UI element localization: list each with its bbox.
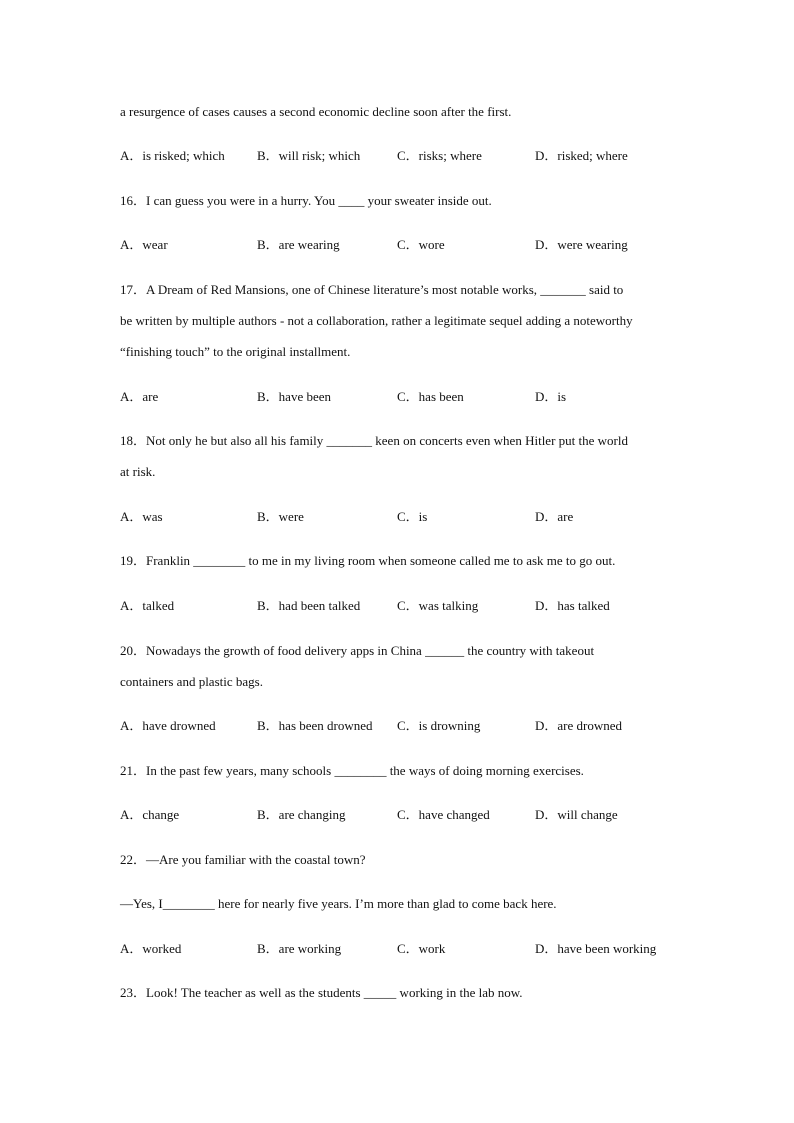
option-d: D．has talked <box>535 598 610 613</box>
option-b: B．has been drowned <box>257 718 373 733</box>
option-a: A．talked <box>120 598 175 613</box>
option-c: C．wore <box>397 237 445 252</box>
option-b: B．are working <box>257 941 342 956</box>
question-17-stem-line-3: “finishing touch” to the original installment. <box>120 344 351 359</box>
option-a: A．was <box>120 509 163 524</box>
question-20-options <box>120 718 720 734</box>
option-c: C．was talking <box>397 598 479 613</box>
option-d: D．will change <box>535 807 618 822</box>
question-17-stem-line-2: be written by multiple authors - not a collaboration, rather a legitimate sequel adding a noteworthy <box>120 313 633 328</box>
question-20-stem-line-2: containers and plastic bags. <box>120 674 263 689</box>
question-16-options <box>120 237 720 253</box>
question-20-stem-line-1: 20．Nowadays the growth of food delivery apps in China ______ the country with takeout <box>120 643 595 658</box>
question-17-stem-line-1: 17．A Dream of Red Mansions, one of Chinese literature’s most notable works, _______ said to <box>120 282 624 297</box>
option-d: D．risked; where <box>535 148 628 163</box>
question-19-stem: 19．Franklin ________ to me in my living room when someone called me to ask me to go out. <box>120 553 616 568</box>
option-d: D．were wearing <box>535 237 628 252</box>
option-c: C．has been <box>397 389 464 404</box>
question-18-stem-line-2: at risk. <box>120 464 156 479</box>
option-a: A．change <box>120 807 180 822</box>
question-18-options <box>120 509 720 525</box>
option-d: D．are <box>535 509 574 524</box>
option-c: C．work <box>397 941 446 956</box>
option-d: D．are drowned <box>535 718 622 733</box>
question-22-stem-line-1: 22．—Are you familiar with the coastal town? <box>120 852 366 867</box>
question-22-options <box>120 941 720 957</box>
option-a: A．have drowned <box>120 718 216 733</box>
question-18-stem-line-1: 18．Not only he but also all his family _______ keen on concerts even when Hitler put the world <box>120 433 628 448</box>
question-23-stem: 23．Look! The teacher as well as the students _____ working in the lab now. <box>120 985 523 1000</box>
question-17-options <box>120 389 720 405</box>
option-c: C．is drowning <box>397 718 481 733</box>
question-22-stem-line-2: —Yes, I________ here for nearly five years. I’m more than glad to come back here. <box>120 896 557 911</box>
question-15-options <box>120 148 720 164</box>
option-a: A．wear <box>120 237 168 252</box>
question-19-options <box>120 598 720 614</box>
option-b: B．will risk; which <box>257 148 361 163</box>
option-c: C．risks; where <box>397 148 482 163</box>
question-21-stem: 21．In the past few years, many schools ________ the ways of doing morning exercises. <box>120 763 584 778</box>
option-b: B．were <box>257 509 304 524</box>
option-a: A．worked <box>120 941 182 956</box>
question-15-stem-continuation: a resurgence of cases causes a second economic decline soon after the first. <box>120 104 512 119</box>
option-a: A．is risked; which <box>120 148 225 163</box>
option-c: C．is <box>397 509 428 524</box>
option-b: B．had been talked <box>257 598 361 613</box>
option-d: D．is <box>535 389 567 404</box>
option-d: D．have been working <box>535 941 657 956</box>
question-16-stem: 16．I can guess you were in a hurry. You ____ your sweater inside out. <box>120 193 492 208</box>
option-b: B．are changing <box>257 807 346 822</box>
option-b: B．have been <box>257 389 332 404</box>
option-b: B．are wearing <box>257 237 340 252</box>
question-21-options <box>120 807 720 823</box>
option-a: A．are <box>120 389 159 404</box>
option-c: C．have changed <box>397 807 490 822</box>
